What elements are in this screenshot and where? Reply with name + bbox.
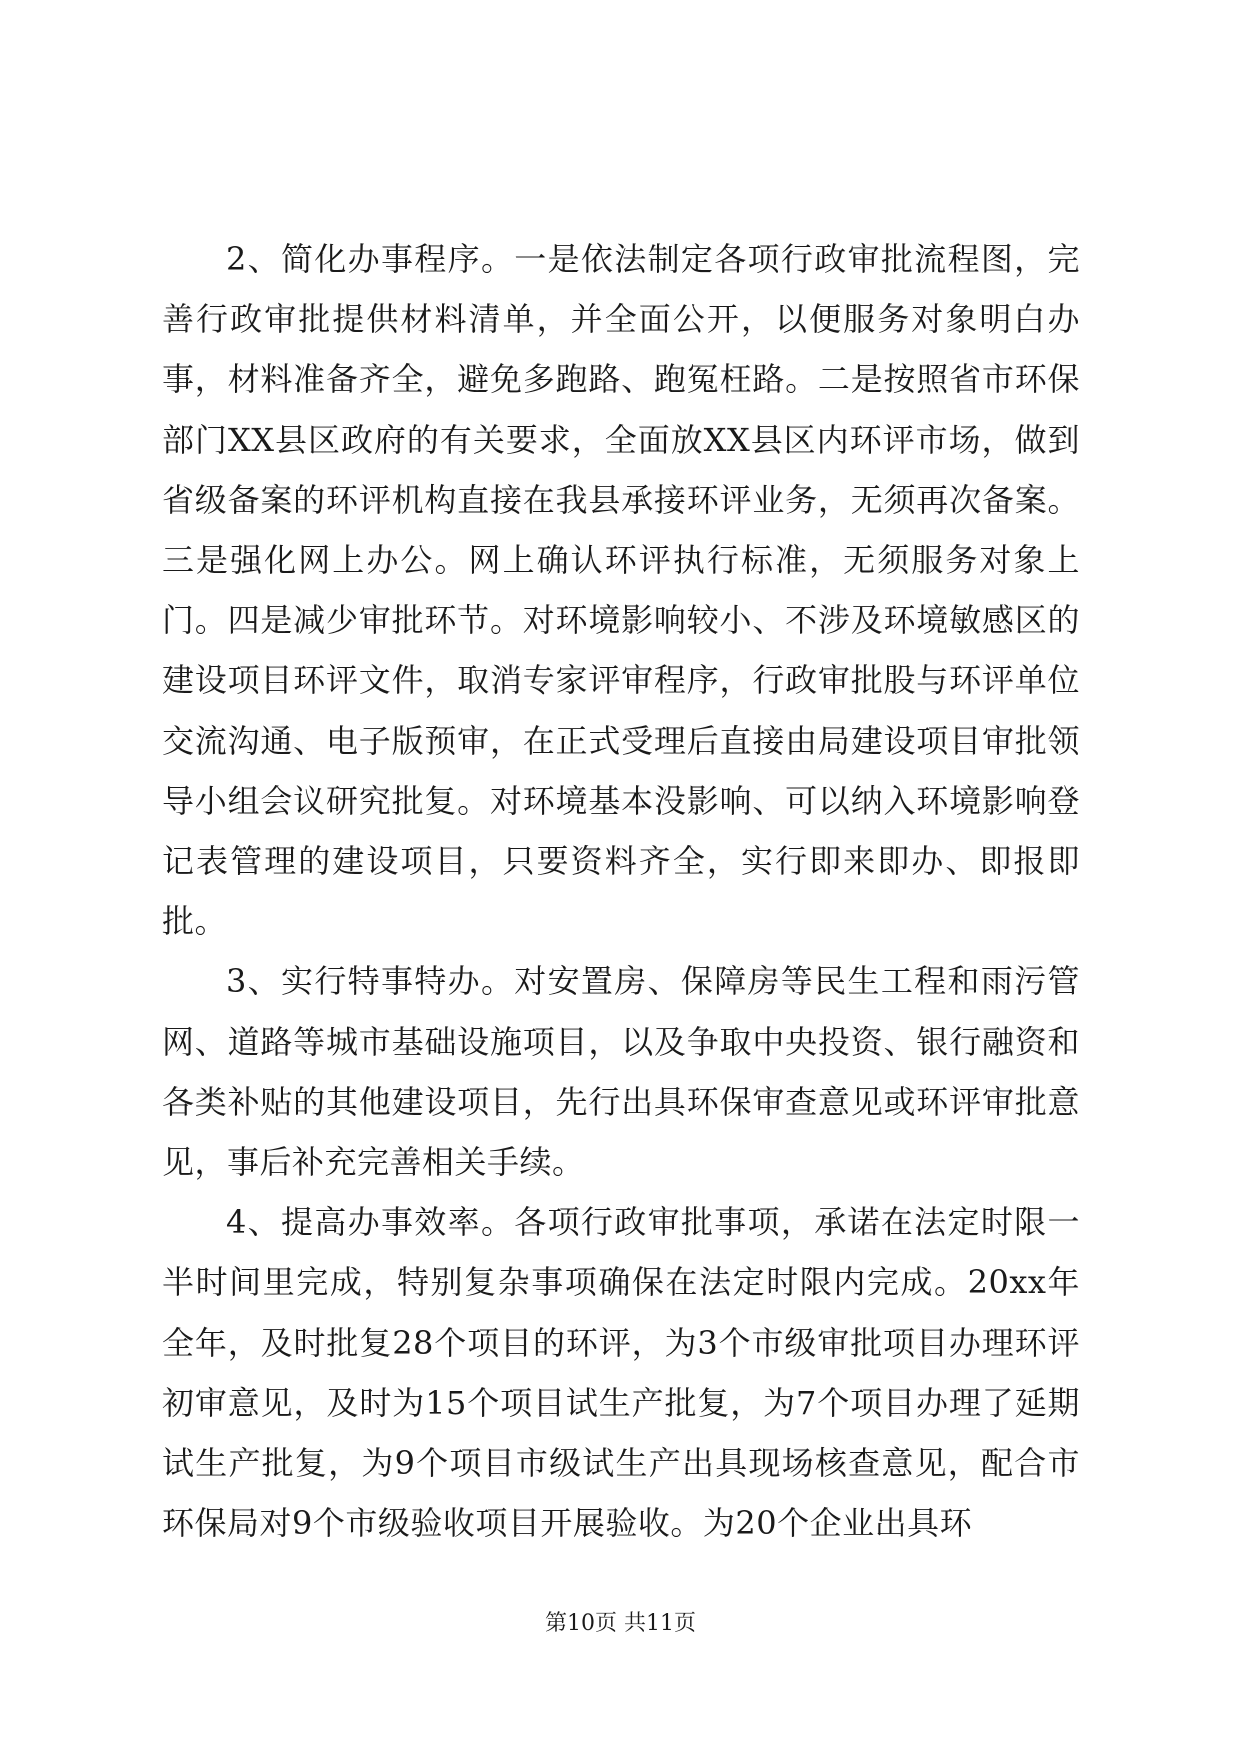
paragraph-efficiency: 4、提高办事效率。各项行政审批事项，承诺在法定时限一半时间里完成，特别复杂事项确保在法定时限内完成。20xx年全年，及时批复28个项目的环评，为3个市级审批项目办理环评初审意见，及时为15个项目试生产批复，为7个项目办理了延期试生产批复，为9个项目市级试生产出具现场核查意见，配合市环保局对9个市级验收项目开展验收。为20个企业出具环	[162, 1203, 1080, 1543]
page-number-footer: 第10页 共11页	[545, 1611, 696, 1636]
paragraph-special-handling: 3、实行特事特办。对安置房、保障房等民生工程和雨污管网、道路等城市基础设施项目，以及争取中央投资、银行融资和各类补贴的其他建设项目，先行出具环保审查意见或环评审批意见，事后补充完善相关手续。	[162, 962, 1080, 1182]
document-body	[162, 229, 1080, 1553]
paragraph-simplify-procedures: 2、简化办事程序。一是依法制定各项行政审批流程图，完善行政审批提供材料清单，并全面公开，以便服务对象明白办事，材料准备齐全，避免多跑路、跑冤枉路。二是按照省市环保部门XX县区政府的有关要求，全面放XX县区内环评市场，做到省级备案的环评机构直接在我县承接环评业务，无须再次备案。三是强化网上办公。网上确认环评执行标准，无须服务对象上门。四是减少审批环节。对环境影响较小、不涉及环境敏感区的建设项目环评文件，取消专家评审程序，行政审批股与环评单位交流沟通、电子版预审，在正式受理后直接由局建设项目审批领导小组会议研究批复。对环境基本没影响、可以纳入环境影响登记表管理的建设项目，只要资料齐全，实行即来即办、即报即批。	[162, 240, 1080, 941]
